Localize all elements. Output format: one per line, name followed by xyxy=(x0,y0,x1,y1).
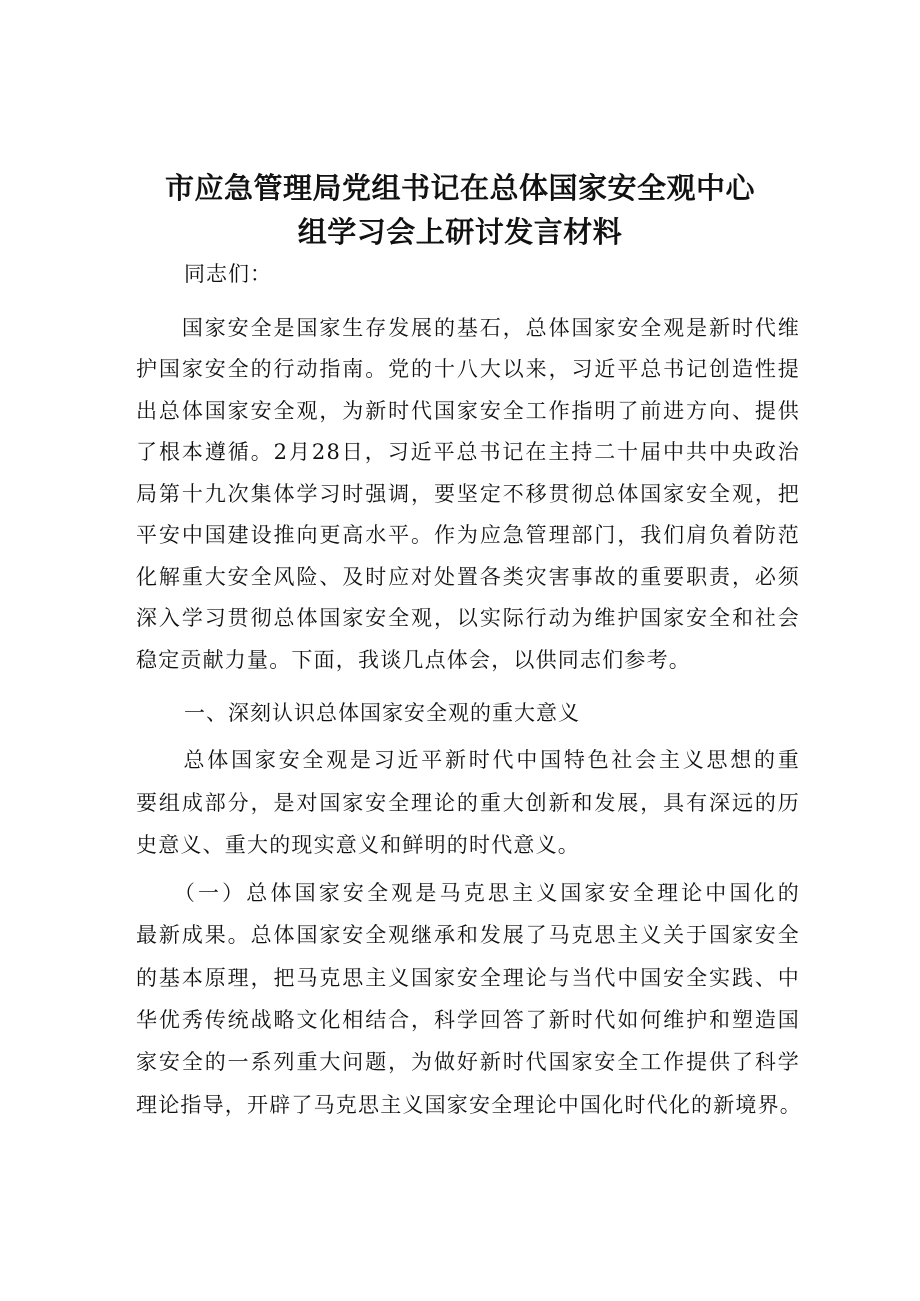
paragraph-1-line: 护国家安全的行动指南。党的十八大以来，习近平总书记创造性提 xyxy=(136,357,800,381)
paragraph-3-line: （一）总体国家安全观是马克思主义国家安全理论中国化的 xyxy=(136,881,800,905)
paragraph-3-line: 理论指导，开辟了马克思主义国家安全理论中国化时代化的新境界。 xyxy=(136,1093,802,1117)
paragraph-1-line: 局第十九次集体学习时强调，要坚定不移贯彻总体国家安全观，把 xyxy=(136,482,800,506)
paragraph-1-line: 出总体国家安全观，为新时代国家安全工作指明了前进方向、提供 xyxy=(136,399,800,423)
paragraph-1-line: 平安中国建设推向更高水平。作为应急管理部门，我们肩负着防范 xyxy=(136,523,800,547)
paragraph-3-line: 的基本原理，把马克思主义国家安全理论与当代中国安全实践、中 xyxy=(136,966,800,990)
paragraph-1-line: 了根本遵循。2月28日，习近平总书记在主持二十届中共中央政治 xyxy=(136,440,800,464)
paragraph-2-line: 史意义、重大的现实意义和鲜明的时代意义。 xyxy=(136,833,580,857)
paragraph-1-line: 国家安全是国家生存发展的基石，总体国家安全观是新时代维 xyxy=(136,316,800,340)
paragraph-3-line: 华优秀传统战略文化相结合，科学回答了新时代如何维护和塑造国 xyxy=(136,1008,800,1032)
paragraph-2-line: 总体国家安全观是习近平新时代中国特色社会主义思想的重 xyxy=(136,748,800,772)
paragraph-2-line: 要组成部分，是对国家安全理论的重大创新和发展，具有深远的历 xyxy=(136,791,800,815)
paragraph-3-line: 家安全的一系列重大问题，为做好新时代国家安全工作提供了科学 xyxy=(136,1050,800,1074)
document-title-line-2: 组学习会上研讨发言材料 xyxy=(297,215,623,249)
paragraph-1-line: 深入学习贯彻总体国家安全观，以实际行动为维护国家安全和社会 xyxy=(136,606,800,630)
salutation: 同志们： xyxy=(184,262,272,286)
document-title-line-1: 市应急管理局党组书记在总体国家安全观中心 xyxy=(164,171,755,205)
paragraph-3-line: 最新成果。总体国家安全观继承和发展了马克思主义关于国家安全 xyxy=(136,923,800,947)
paragraph-1-line: 化解重大安全风险、及时应对处置各类灾害事故的重要职责，必须 xyxy=(136,565,800,589)
section-heading-1: 一、深刻认识总体国家安全观的重大意义 xyxy=(184,701,580,725)
paragraph-1-line: 稳定贡献力量。下面，我谈几点体会，以供同志们参考。 xyxy=(136,648,691,672)
